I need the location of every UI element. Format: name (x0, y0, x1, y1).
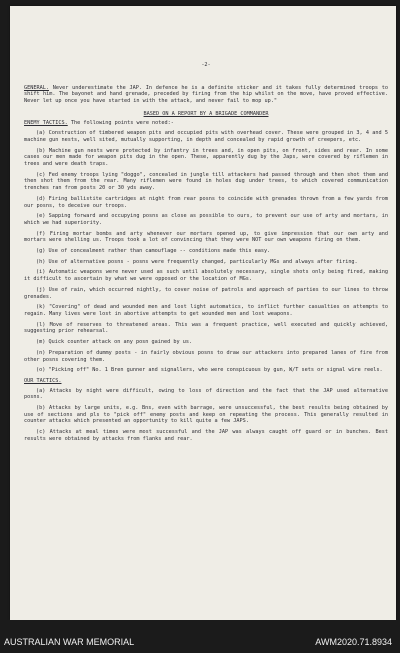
document-body (24, 16, 388, 616)
enemy-tactic-m: (m) Quick counter attack on any posn gained by us. (36, 339, 193, 346)
our-tactic-c: (c) Attacks at meal times were most successful and the JAP was always caught off guard or in bunches. Best results were obtained by attacks from flanks and rear. (24, 429, 388, 442)
enemy-tactic-o: (o) "Picking off" No. 1 Bren gunner and signallers, who were conspicuous by gun, W/T sets or signal wire reels. (36, 367, 383, 374)
enemy-tactic-g: (g) Use of concealment rather than camouflage -- conditions made this easy. (36, 248, 271, 255)
enemy-tactics-label: ENEMY TACTICS. (24, 119, 68, 126)
enemy-tactic-j: (j) Use of rain, which occurred nightly, to cover noise of patrols and approach of parties to our lines to throw grenades. (24, 286, 388, 300)
page-number: -2- (201, 62, 211, 68)
footer-accession-number: AWM2020.71.8934 (315, 637, 392, 647)
footer-institution: AUSTRALIAN WAR MEMORIAL (4, 637, 135, 647)
enemy-tactic-l: (l) Move of reserves to threatened areas. This was a frequent practice, well executed and quickly achieved, suggesting prior rehearsal. (24, 321, 388, 335)
our-tactic-b: (b) Attacks by large units, e.g. Bns, even with barrage, were unsuccessful, the best results being obtained by use of sections and pls to "pick off" enemy posts and keep on repeating the process. This generally resulted in counter attacks which presented an opportunity to kill quite a few JAPS. (24, 405, 388, 425)
enemy-tactic-k: (k) "Covering" of dead and wounded men and lost light automatics, to inflict further casualties on attempts to regain. Many lives were lost in abortive attempts to get wounded men and lost weapons. (24, 304, 388, 317)
enemy-tactic-d: (d) Firing ballistite cartridges at night from rear posns to coincide with grenades thrown from a few yards from our posns, to deceive our troops. (24, 195, 388, 209)
enemy-tactic-h: (h) Use of alternative posns - posns were frequently changed, particularly MGs and always after firing. (36, 258, 358, 265)
our-tactic-a: (a) Attacks by night were difficult, owing to loss of direction and the fact that the JAP used alternative posns. (24, 387, 388, 401)
document-page (10, 6, 396, 620)
enemy-tactic-i: (i) Automatic weapons were never used as such until absolutely necessary, single shots only being fired, making it difficult to ascertain by what we were opposed or the location of MGs. (24, 269, 388, 283)
enemy-tactics-intro: The following points were noted:- (67, 119, 174, 126)
enemy-tactic-n: (n) Preparation of dummy posts - in fairly obvious posns to draw our attackers into prepared lanes of fire from other posns covering them. (24, 349, 388, 363)
enemy-tactic-a: (a) Construction of timbered weapon pits and occupied pits with overhead cover. These were grouped in 3, 4 and 5 machine gun nests, well sited, mutually supporting, in depth and concealed by rapid growth of creepers, etc. (24, 130, 388, 143)
enemy-tactic-e: (e) Sapping forward and occupying posns as close as possible to ours, to prevent our use of arty and mortars, in which we had superiority. (24, 213, 388, 226)
general-paragraph (24, 85, 388, 105)
enemy-tactics-heading (24, 120, 388, 127)
enemy-tactic-c: (c) Fed enemy troops lying "doggo", concealed in jungle till attackers had passed through and then shot them and then shot them from the rear. Many riflemen were found in holes dug under trees, to which covered communication trenches ran from posts 20 or 30 yds away. (24, 171, 388, 192)
enemy-tactic-f: (f) Firing mortar bombs and arty whenever our mortars opened up, to give impression that our own arty and mortars were shelling us. Troops took a lot of convincing that they were NOT our own weapons firing on them. (24, 230, 388, 244)
report-title: BASED ON A REPORT BY A BRIGADE COMMANDER (143, 110, 269, 117)
general-label: GENERAL. (24, 84, 49, 91)
enemy-tactic-b: (b) Machine gun nests were protected by infantry in trees and, in open pits, on front, sides and rear. In some cases our men made for weapon pits dug in the open. These, apparently dug by the Japs, were covered by riflemen in trees and were death traps. (24, 147, 388, 168)
general-text: Never underestimate the JAP. In defence he is a definite sticker and it takes fully determined troops to shift him. The bayonet and hand grenade, preceded by firing from the hip whilst on the move, have proved effective. Never let up once you have started in with the attack, and never fail to mop up." (24, 84, 388, 105)
archive-footer (0, 620, 400, 653)
our-tactics-heading: OUR TACTICS. (24, 377, 62, 384)
